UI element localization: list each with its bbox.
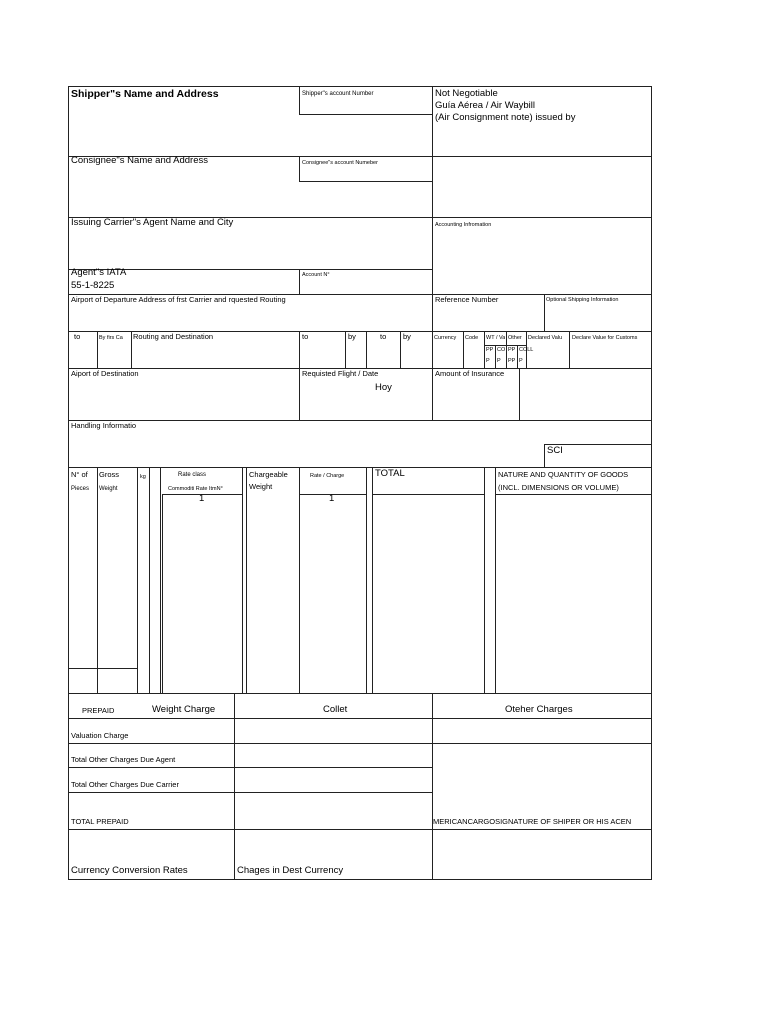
pieces-label: Pieces <box>71 486 90 492</box>
co-1: CO <box>497 347 506 353</box>
airport-destination-label: Aiport of Destination <box>71 369 139 378</box>
form-border-top <box>68 86 652 87</box>
optional-info-left <box>544 294 545 332</box>
routing-div-5 <box>366 331 367 369</box>
routing-div-1 <box>97 331 98 369</box>
goods-div-total <box>366 467 367 694</box>
currency-div-2 <box>484 331 485 369</box>
agent-iata-code: 55-1-8225 <box>71 280 115 291</box>
divider-main-vertical <box>432 86 433 420</box>
routing-by-3: by <box>403 332 411 341</box>
consignee-account-box-bottom <box>299 181 433 182</box>
total-label: TOTAL <box>375 468 405 479</box>
total-prepaid-bottom <box>68 829 652 830</box>
charges-dest-currency-label: Chages in Dest Currency <box>237 865 344 876</box>
shipper-account-box-left <box>299 86 300 115</box>
nature-header-bottom <box>495 494 652 495</box>
carrier-charges-bottom <box>68 792 433 793</box>
routing-by-2: by <box>348 332 356 341</box>
rate-class-value: 1 <box>199 493 205 504</box>
rate-class-label: Rate class <box>178 472 207 478</box>
account-no-left <box>299 269 300 295</box>
pp-2: PP <box>508 347 516 353</box>
routing-div-3 <box>299 331 300 369</box>
routing-to-1: to <box>74 332 81 341</box>
airport-departure-label: Airport of Departure Address of frst Carrier and rquested Routing <box>71 295 286 304</box>
p-3: P <box>519 358 523 364</box>
form-border-right <box>651 86 652 880</box>
charges-div-2 <box>432 693 433 880</box>
gross-label: Gross <box>99 470 120 479</box>
total-header-bottom <box>372 494 485 495</box>
goods-div-kg2 <box>160 467 161 694</box>
reference-number-label: Reference Number <box>435 295 499 304</box>
flight-date-value: Hoy <box>375 382 392 393</box>
currency-conversion-label: Currency Conversion Rates <box>71 865 188 876</box>
commodity-rate-label: Commoditi Rate ItmN° <box>168 486 223 492</box>
goods-div-nature <box>484 467 485 694</box>
goods-div-pieces <box>97 467 98 694</box>
wt-val-label: WT / Va <box>486 335 505 341</box>
chargeable-weight-label: Weight <box>249 482 273 491</box>
code-label: Code <box>465 335 479 341</box>
currency-div-7 <box>569 331 570 369</box>
goods-div-rate-inner <box>162 495 163 694</box>
valuation-bottom <box>68 743 652 744</box>
routing-to-3: to <box>380 332 387 341</box>
form-border-left <box>68 86 69 880</box>
agent-iata-label: Agent"s IATA <box>71 267 127 278</box>
agent-charges-bottom <box>68 767 433 768</box>
routing-div-4 <box>345 331 346 369</box>
dimensions-label: (INCL. DIMENSIONS OR VOLUME) <box>498 483 619 492</box>
routing-to-2: to <box>302 332 309 341</box>
pieces-total-line <box>68 668 138 669</box>
valuation-charge-label: Valuation Charge <box>71 731 129 740</box>
form-border-bottom <box>68 879 652 880</box>
handling-information-label: Handling Informatio <box>71 421 137 430</box>
goods-div-charge <box>246 467 247 694</box>
goods-div-weight <box>137 467 138 694</box>
weight-charge-label: Weight Charge <box>152 704 216 715</box>
p-2: P <box>497 358 501 364</box>
consignee-name-address-label: Consignee"s Name and Address <box>71 155 208 166</box>
goods-div-ratecharge <box>299 467 300 694</box>
shipper-name-address-label: Shipper"s Name and Address <box>71 88 219 100</box>
rate-charge-value: 1 <box>329 493 335 504</box>
amount-insurance-label: Amount of Insurance <box>435 369 505 378</box>
no-of-label: N° of <box>71 470 88 479</box>
requested-flight-label: Requisted Flight / Date <box>302 369 379 378</box>
pp-1: PP <box>486 347 494 353</box>
charges-header-bottom <box>68 718 652 719</box>
charges-div-1 <box>234 693 235 880</box>
shipper-account-number-label: Shipper"s account Number <box>302 91 374 97</box>
declared-value-label: Declared Valu <box>528 335 563 341</box>
currency-div-3 <box>495 345 496 369</box>
accounting-information-label: Accounting Infromation <box>435 222 492 228</box>
nature-quantity-label: NATURE AND QUANTITY OF GOODS <box>498 470 629 479</box>
rate-charge-label: Rate / Charge <box>310 473 345 479</box>
currency-label: Currency <box>434 335 457 341</box>
signature-label: MERICANCARGOSIGNATURE OF SHIPER OR HIS ACEN <box>433 818 632 826</box>
guia-aerea-label: Guía Aérea / Air Waybill <box>435 100 535 111</box>
shipper-account-box-bottom <box>299 114 433 115</box>
by-first-carrier-label: By firs Ca <box>99 335 123 341</box>
goods-div-nature2 <box>495 467 496 694</box>
account-no-label: Account N° <box>302 272 330 278</box>
routing-div-2 <box>131 331 132 369</box>
goods-div-total2 <box>372 467 373 694</box>
other-label: Other <box>508 335 522 341</box>
air-consignment-note-label: (Air Consignment note) issued by <box>435 112 576 123</box>
p-1: P <box>486 358 490 364</box>
total-other-carrier-label: Total Other Charges Due Carrier <box>71 780 179 789</box>
goods-div-rate-right <box>242 467 243 694</box>
chargeable-label: Chargeable <box>249 470 288 479</box>
not-negotiable-label: Not Negotiable <box>435 88 498 99</box>
consignee-account-box-left <box>299 156 300 182</box>
goods-bottom <box>68 693 652 694</box>
destination-bottom <box>68 420 652 421</box>
weight-label: Weight <box>99 486 118 492</box>
insurance-right <box>519 368 520 421</box>
flight-left <box>299 368 300 421</box>
other-charges-label: Oteher Charges <box>505 704 573 715</box>
routing-destination-label: Routing and Destination <box>133 332 214 341</box>
prepaid-label: PREPAID <box>82 706 115 715</box>
issuing-carrier-agent-label: Issuing Carrier"s Agent Name and City <box>71 217 234 228</box>
sci-left <box>544 444 545 468</box>
kg-label: kg <box>140 474 146 480</box>
coll-label: COLL <box>519 347 534 353</box>
currency-sub-line <box>484 345 527 346</box>
handling-bottom <box>68 467 652 468</box>
consignee-account-number-label: Consignee"s account Numeber <box>302 160 378 166</box>
collet-label: Collet <box>323 704 348 715</box>
optional-shipping-label: Optional Shipping Information <box>546 297 619 303</box>
currency-div-5 <box>517 345 518 369</box>
declare-customs-label: Declare Value for Customs <box>572 335 638 341</box>
goods-div-kg <box>149 467 150 694</box>
total-other-agent-label: Total Other Charges Due Agent <box>71 755 176 764</box>
sci-label: SCI <box>547 445 563 456</box>
total-prepaid-label: TOTAL PREPAID <box>71 817 129 826</box>
pp-3: PP <box>508 358 516 364</box>
currency-div-1 <box>463 331 464 369</box>
routing-div-6 <box>400 331 401 369</box>
currency-div-4 <box>506 331 507 369</box>
